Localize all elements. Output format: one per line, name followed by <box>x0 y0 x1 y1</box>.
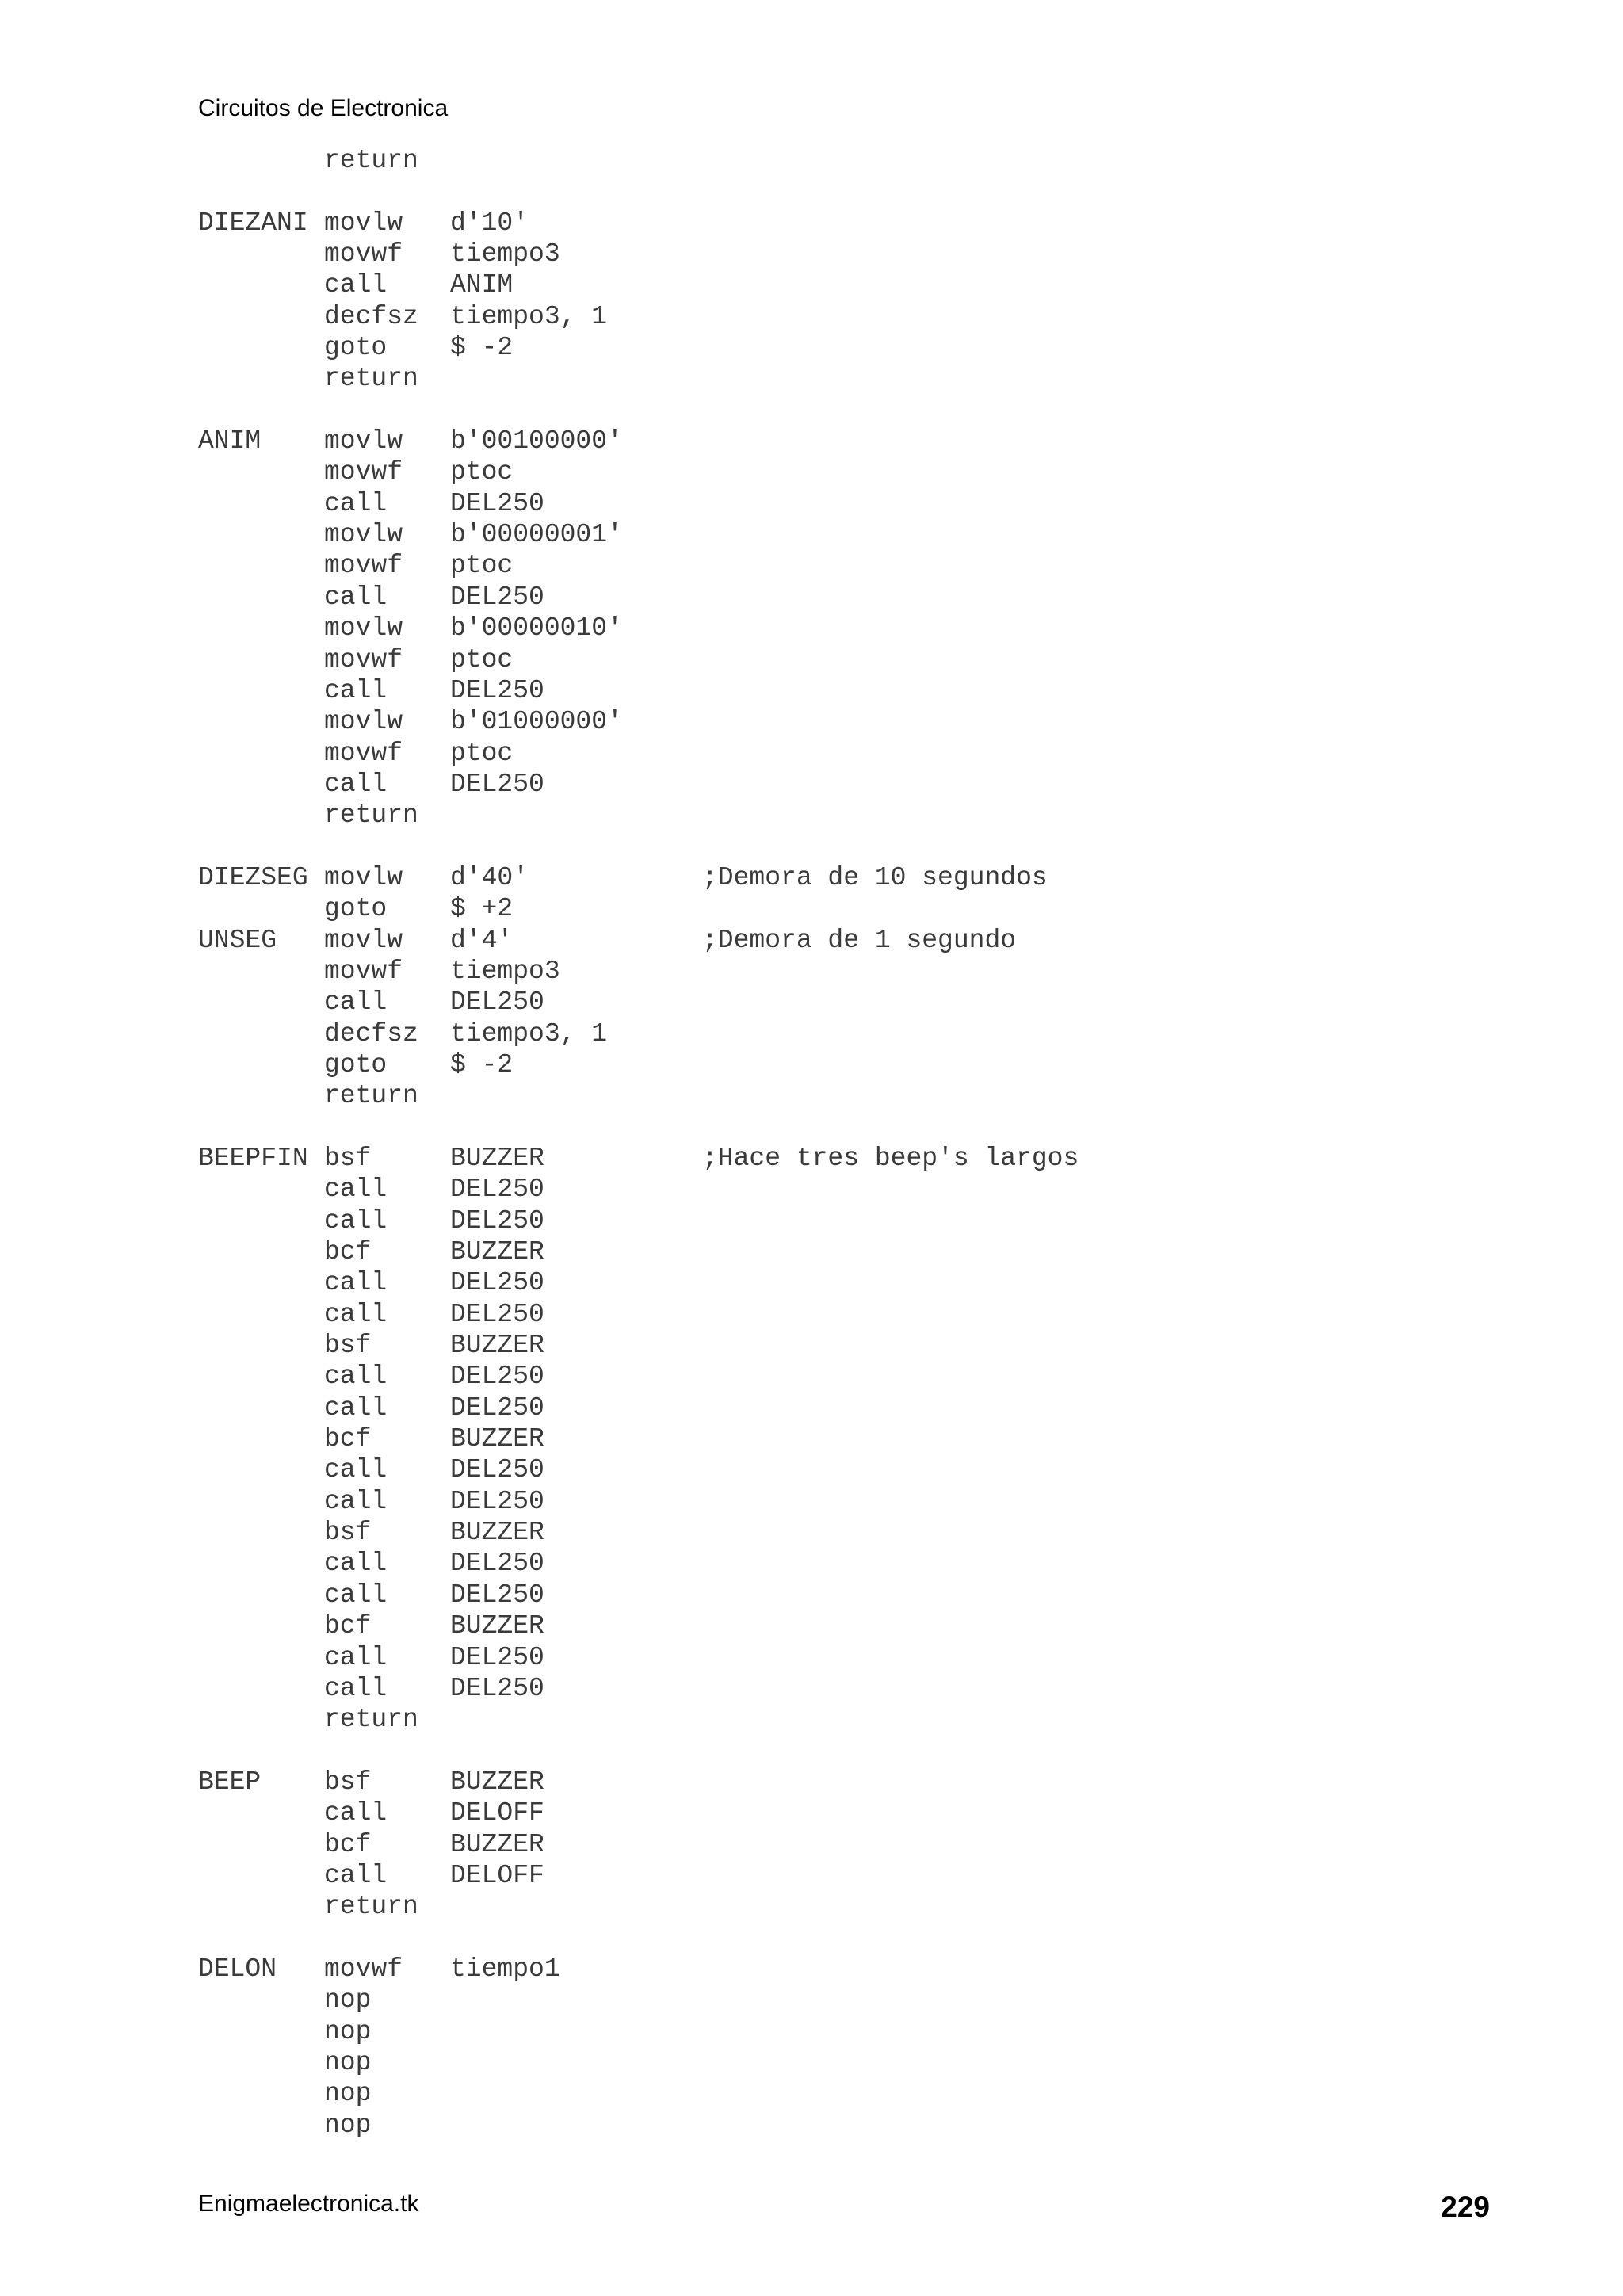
code-operand: DEL250 <box>450 769 544 799</box>
code-opcode: movwf <box>324 551 403 581</box>
code-operand: d'4' <box>450 925 514 955</box>
code-line <box>198 831 1545 862</box>
code-line <box>198 1486 1545 1517</box>
code-line <box>198 519 1545 550</box>
code-opcode: return <box>324 1081 418 1111</box>
code-line <box>198 738 1545 769</box>
code-label: DELON <box>198 1954 277 1984</box>
code-opcode: call <box>324 1455 388 1485</box>
code-opcode: nop <box>324 2016 372 2046</box>
code-operand: BUZZER <box>450 1518 544 1548</box>
code-line <box>198 706 1545 737</box>
code-line <box>198 1143 1545 1174</box>
code-opcode: nop <box>324 1985 372 2015</box>
page-header-title: Circuitos de Electronica <box>198 95 449 121</box>
code-operand: DEL250 <box>450 1175 544 1205</box>
code-operand: tiempo3 <box>450 956 560 986</box>
code-opcode: movlw <box>324 208 403 238</box>
code-opcode: call <box>324 769 388 799</box>
code-opcode: call <box>324 1798 388 1828</box>
code-opcode: call <box>324 1299 388 1329</box>
code-opcode: bsf <box>324 1144 372 1173</box>
code-line <box>198 1923 1545 1954</box>
code-line <box>198 1580 1545 1610</box>
code-line <box>198 987 1545 1018</box>
code-operand: ANIM <box>450 270 514 300</box>
code-line <box>198 1548 1545 1579</box>
code-operand: ptoc <box>450 551 514 581</box>
code-operand: b'01000000' <box>450 707 623 737</box>
code-line <box>198 644 1545 675</box>
code-label: BEEP <box>198 1767 262 1797</box>
code-operand: tiempo3, 1 <box>450 1018 608 1049</box>
code-line <box>198 893 1545 924</box>
code-operand: DEL250 <box>450 1673 544 1703</box>
code-line <box>198 1423 1545 1454</box>
code-line <box>198 1454 1545 1485</box>
code-operand: BUZZER <box>450 1331 544 1361</box>
code-opcode: call <box>324 1642 388 1672</box>
code-operand: DEL250 <box>450 675 544 705</box>
code-operand: BUZZER <box>450 1767 544 1797</box>
code-line <box>198 395 1545 426</box>
code-line <box>198 176 1545 207</box>
code-opcode: bcf <box>324 1424 372 1454</box>
code-opcode: bsf <box>324 1331 372 1361</box>
code-line <box>198 769 1545 800</box>
code-operand: DEL250 <box>450 1205 544 1236</box>
code-opcode: call <box>324 1175 388 1205</box>
code-operand: b'00100000' <box>450 426 623 457</box>
code-line <box>198 1361 1545 1392</box>
code-operand: DELOFF <box>450 1860 544 1890</box>
code-line <box>198 488 1545 519</box>
code-opcode: call <box>324 1486 388 1516</box>
code-opcode: call <box>324 1268 388 1298</box>
code-operand: ptoc <box>450 738 514 768</box>
code-line <box>198 1517 1545 1548</box>
code-line <box>198 332 1545 363</box>
code-opcode: movwf <box>324 738 403 768</box>
code-line <box>198 800 1545 831</box>
code-line <box>198 1610 1545 1641</box>
code-opcode: movwf <box>324 1954 403 1984</box>
code-operand: b'00000001' <box>450 520 623 550</box>
code-line <box>198 1642 1545 1673</box>
code-operand: DEL250 <box>450 488 544 518</box>
code-line <box>198 675 1545 706</box>
code-operand: tiempo1 <box>450 1954 560 1984</box>
code-opcode: movlw <box>324 862 403 892</box>
code-opcode: call <box>324 1392 388 1423</box>
code-opcode: nop <box>324 2079 372 2109</box>
code-operand: DEL250 <box>450 1580 544 1610</box>
code-opcode: return <box>324 800 418 831</box>
code-line <box>198 1049 1545 1080</box>
code-opcode: movwf <box>324 956 403 986</box>
code-opcode: decfsz <box>324 301 418 331</box>
code-line <box>198 1267 1545 1298</box>
code-operand: BUZZER <box>450 1611 544 1641</box>
code-line <box>198 956 1545 987</box>
code-label: DIEZSEG <box>198 862 308 892</box>
code-opcode: call <box>324 582 388 612</box>
code-opcode: call <box>324 488 388 518</box>
code-operand: b'00000010' <box>450 613 623 644</box>
code-opcode: call <box>324 988 388 1018</box>
code-line <box>198 1673 1545 1704</box>
code-label: BEEPFIN <box>198 1144 308 1173</box>
code-line <box>198 1299 1545 1330</box>
code-opcode: bsf <box>324 1767 372 1797</box>
code-operand: DEL250 <box>450 1392 544 1423</box>
code-operand: DEL250 <box>450 1486 544 1516</box>
code-operand: $ +2 <box>450 894 514 924</box>
code-line <box>198 2047 1545 2078</box>
code-operand: ptoc <box>450 644 514 674</box>
page-number: 229 <box>1441 2191 1490 2223</box>
code-opcode: call <box>324 675 388 705</box>
code-opcode: movwf <box>324 239 403 269</box>
code-opcode: movwf <box>324 644 403 674</box>
code-operand: ptoc <box>450 457 514 487</box>
code-line <box>198 1392 1545 1423</box>
code-comment: ;Demora de 1 segundo <box>702 925 1017 955</box>
code-opcode: bcf <box>324 1829 372 1859</box>
code-opcode: call <box>324 1580 388 1610</box>
code-opcode: bcf <box>324 1237 372 1267</box>
code-line <box>198 1985 1545 2015</box>
code-operand: DEL250 <box>450 1642 544 1672</box>
code-operand: DEL250 <box>450 1362 544 1392</box>
code-opcode: return <box>324 146 418 175</box>
code-line <box>198 457 1545 487</box>
code-opcode: call <box>324 1362 388 1392</box>
code-opcode: movlw <box>324 707 403 737</box>
code-operand: $ -2 <box>450 333 514 363</box>
code-line <box>198 426 1545 457</box>
code-line <box>198 301 1545 332</box>
code-opcode: call <box>324 1205 388 1236</box>
code-line <box>198 550 1545 581</box>
code-operand: BUZZER <box>450 1237 544 1267</box>
code-opcode: goto <box>324 333 388 363</box>
code-opcode: movlw <box>324 520 403 550</box>
code-opcode: return <box>324 1892 418 1922</box>
code-line <box>198 2016 1545 2047</box>
code-line <box>198 1767 1545 1797</box>
code-line <box>198 1891 1545 1922</box>
code-operand: tiempo3, 1 <box>450 301 608 331</box>
code-operand: DELOFF <box>450 1798 544 1828</box>
code-line <box>198 2078 1545 2109</box>
code-operand: DEL250 <box>450 1549 544 1579</box>
code-line <box>198 1205 1545 1236</box>
code-operand: BUZZER <box>450 1144 544 1173</box>
code-opcode: movlw <box>324 426 403 457</box>
code-line <box>198 1829 1545 1860</box>
code-opcode: movwf <box>324 457 403 487</box>
code-opcode: goto <box>324 1049 388 1079</box>
code-operand: DEL250 <box>450 582 544 612</box>
code-operand: DEL250 <box>450 1299 544 1329</box>
code-line <box>198 1080 1545 1111</box>
code-label: DIEZANI <box>198 208 308 238</box>
code-opcode: goto <box>324 894 388 924</box>
code-operand: d'10' <box>450 208 529 238</box>
code-line <box>198 269 1545 300</box>
code-line <box>198 1704 1545 1735</box>
code-line <box>198 239 1545 269</box>
footer-site: Enigmaelectronica.tk <box>198 2191 419 2217</box>
code-line <box>198 145 1545 176</box>
code-operand: DEL250 <box>450 1455 544 1485</box>
code-operand: d'40' <box>450 862 529 892</box>
code-operand: $ -2 <box>450 1049 514 1079</box>
code-line <box>198 1736 1545 1767</box>
code-comment: ;Demora de 10 segundos <box>702 862 1048 892</box>
code-label: UNSEG <box>198 925 277 955</box>
code-line <box>198 363 1545 394</box>
code-opcode: movlw <box>324 925 403 955</box>
code-line <box>198 925 1545 956</box>
code-opcode: nop <box>324 2110 372 2140</box>
code-operand: DEL250 <box>450 988 544 1018</box>
code-label: ANIM <box>198 426 262 457</box>
code-opcode: call <box>324 1673 388 1703</box>
code-line <box>198 2110 1545 2141</box>
code-opcode: decfsz <box>324 1018 418 1049</box>
code-line <box>198 1954 1545 1985</box>
code-line <box>198 582 1545 613</box>
code-line <box>198 1860 1545 1891</box>
code-line <box>198 613 1545 644</box>
code-line <box>198 1018 1545 1049</box>
code-line <box>198 1236 1545 1267</box>
code-line <box>198 1174 1545 1205</box>
code-opcode: return <box>324 364 418 394</box>
code-line <box>198 1797 1545 1828</box>
code-opcode: call <box>324 1549 388 1579</box>
code-operand: BUZZER <box>450 1424 544 1454</box>
code-operand: DEL250 <box>450 1268 544 1298</box>
code-line <box>198 862 1545 893</box>
code-opcode: bsf <box>324 1518 372 1548</box>
code-opcode: call <box>324 1860 388 1890</box>
code-operand: BUZZER <box>450 1829 544 1859</box>
code-comment: ;Hace tres beep's largos <box>702 1144 1079 1173</box>
code-opcode: return <box>324 1705 418 1735</box>
code-line <box>198 1330 1545 1361</box>
code-opcode: call <box>324 270 388 300</box>
code-operand: tiempo3 <box>450 239 560 269</box>
code-opcode: bcf <box>324 1611 372 1641</box>
code-line <box>198 1112 1545 1143</box>
code-opcode: movlw <box>324 613 403 644</box>
code-opcode: nop <box>324 2047 372 2077</box>
code-line <box>198 208 1545 239</box>
code-listing <box>198 145 1545 2141</box>
